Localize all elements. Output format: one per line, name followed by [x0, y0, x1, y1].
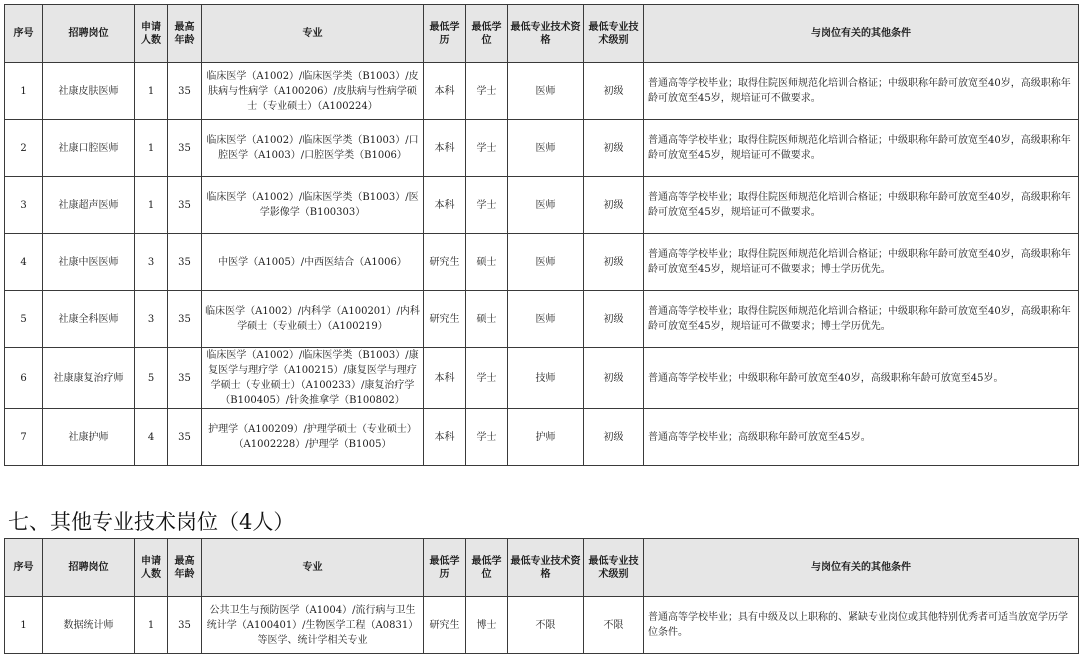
header-level: 最低专业技术级别 — [584, 539, 644, 597]
header-position: 招聘岗位 — [43, 5, 135, 63]
cell-count: 3 — [135, 234, 168, 291]
cell-degree: 学士 — [466, 63, 508, 120]
cell-conditions: 普通高等学校毕业；取得住院医师规范化培训合格证；中级职称年龄可放宽至40岁，高级职称年龄可放宽至45岁，规培证可不做要求。 — [644, 120, 1079, 177]
cell-major: 临床医学（A1002）/内科学（A100201）/内科学硕士（专业硕士）（A100219） — [202, 291, 424, 348]
header-degree: 最低学位 — [466, 5, 508, 63]
cell-major: 临床医学（A1002）/临床医学类（B1003）/医学影像学（B100303） — [202, 177, 424, 234]
cell-position: 社康全科医师 — [43, 291, 135, 348]
cell-position: 社康皮肤医师 — [43, 63, 135, 120]
cell-degree: 学士 — [466, 120, 508, 177]
table-row — [5, 348, 1079, 409]
cell-education: 本科 — [424, 409, 466, 466]
cell-age: 35 — [168, 409, 202, 466]
cell-major: 护理学（A100209）/护理学硕士（专业硕士）（A1002228）/护理学（B1005） — [202, 409, 424, 466]
cell-no: 6 — [5, 348, 43, 409]
cell-conditions: 普通高等学校毕业；取得住院医师规范化培训合格证；中级职称年龄可放宽至40岁，高级职称年龄可放宽至45岁，规培证可不做要求；博士学历优先。 — [644, 234, 1079, 291]
cell-degree: 学士 — [466, 409, 508, 466]
header-major: 专业 — [202, 539, 424, 597]
cell-major: 临床医学（A1002）/临床医学类（B1003）/康复医学与理疗学（A100215）/康复医学与理疗学硕士（专业硕士）（A100233）/康复治疗学（B100405）/针灸推拿学（B100802） — [202, 348, 424, 409]
cell-count: 5 — [135, 348, 168, 409]
cell-major: 中医学（A1005）/中西医结合（A1006） — [202, 234, 424, 291]
header-conditions: 与岗位有关的其他条件 — [644, 539, 1079, 597]
cell-no: 1 — [5, 597, 43, 654]
cell-count: 1 — [135, 63, 168, 120]
cell-conditions: 普通高等学校毕业；具有中级及以上职称的、紧缺专业岗位或其他特别优秀者可适当放宽学历学位条件。 — [644, 597, 1079, 654]
cell-qualification: 医师 — [508, 177, 584, 234]
header-position: 招聘岗位 — [43, 539, 135, 597]
table-row — [5, 291, 1079, 348]
cell-level: 初级 — [584, 63, 644, 120]
cell-education: 本科 — [424, 120, 466, 177]
cell-level: 初级 — [584, 177, 644, 234]
cell-education: 本科 — [424, 177, 466, 234]
cell-qualification: 医师 — [508, 291, 584, 348]
table-row — [5, 120, 1079, 177]
cell-education: 研究生 — [424, 234, 466, 291]
cell-degree: 博士 — [466, 597, 508, 654]
cell-degree: 硕士 — [466, 234, 508, 291]
cell-conditions: 普通高等学校毕业；取得住院医师规范化培训合格证；中级职称年龄可放宽至40岁，高级职称年龄可放宽至45岁，规培证可不做要求；博士学历优先。 — [644, 291, 1079, 348]
recruitment-table — [4, 4, 1079, 466]
cell-count: 1 — [135, 120, 168, 177]
header-count: 申请人数 — [135, 5, 168, 63]
cell-position: 数据统计师 — [43, 597, 135, 654]
cell-major: 临床医学（A1002）/临床医学类（B1003）/皮肤病与性病学（A100206）/皮肤病与性病学硕士（专业硕士）（A100224） — [202, 63, 424, 120]
cell-age: 35 — [168, 234, 202, 291]
section-title: 七、其他专业技术岗位（4人） — [8, 510, 295, 534]
cell-count: 4 — [135, 409, 168, 466]
cell-major: 公共卫生与预防医学（A1004）/流行病与卫生统计学（A100401）/生物医学工程（A0831）等医学、统计学相关专业 — [202, 597, 424, 654]
cell-age: 35 — [168, 63, 202, 120]
cell-position: 社康口腔医师 — [43, 120, 135, 177]
cell-level: 初级 — [584, 409, 644, 466]
cell-no: 5 — [5, 291, 43, 348]
header-major: 专业 — [202, 5, 424, 63]
header-degree: 最低学位 — [466, 539, 508, 597]
cell-position: 社康中医医师 — [43, 234, 135, 291]
cell-qualification: 护师 — [508, 409, 584, 466]
cell-position: 社康康复治疗师 — [43, 348, 135, 409]
cell-major: 临床医学（A1002）/临床医学类（B1003）/口腔医学（A1003）/口腔医学类（B1006） — [202, 120, 424, 177]
cell-level: 初级 — [584, 291, 644, 348]
header-age: 最高年龄 — [168, 539, 202, 597]
cell-no: 7 — [5, 409, 43, 466]
cell-qualification: 医师 — [508, 234, 584, 291]
cell-qualification: 不限 — [508, 597, 584, 654]
cell-conditions: 普通高等学校毕业；取得住院医师规范化培训合格证；中级职称年龄可放宽至40岁，高级职称年龄可放宽至45岁，规培证可不做要求。 — [644, 63, 1079, 120]
cell-qualification: 医师 — [508, 63, 584, 120]
header-conditions: 与岗位有关的其他条件 — [644, 5, 1079, 63]
cell-education: 研究生 — [424, 597, 466, 654]
header-qualification: 最低专业技术资格 — [508, 5, 584, 63]
cell-degree: 学士 — [466, 177, 508, 234]
table-row — [5, 409, 1079, 466]
cell-age: 35 — [168, 291, 202, 348]
table-row — [5, 177, 1079, 234]
header-level: 最低专业技术级别 — [584, 5, 644, 63]
header-education: 最低学历 — [424, 5, 466, 63]
cell-position: 社康护师 — [43, 409, 135, 466]
header-education: 最低学历 — [424, 539, 466, 597]
header-count: 申请人数 — [135, 539, 168, 597]
cell-count: 3 — [135, 291, 168, 348]
cell-age: 35 — [168, 177, 202, 234]
cell-age: 35 — [168, 120, 202, 177]
cell-qualification: 医师 — [508, 120, 584, 177]
other-positions-table — [4, 538, 1079, 654]
header-no: 序号 — [5, 5, 43, 63]
cell-qualification: 技师 — [508, 348, 584, 409]
cell-conditions: 普通高等学校毕业；中级职称年龄可放宽至40岁，高级职称年龄可放宽至45岁。 — [644, 348, 1079, 409]
cell-no: 2 — [5, 120, 43, 177]
table-header-row — [5, 5, 1079, 63]
header-no: 序号 — [5, 539, 43, 597]
table-header-row — [5, 539, 1079, 597]
cell-education: 研究生 — [424, 291, 466, 348]
cell-education: 本科 — [424, 348, 466, 409]
cell-degree: 硕士 — [466, 291, 508, 348]
cell-no: 1 — [5, 63, 43, 120]
table-row — [5, 63, 1079, 120]
table-row — [5, 597, 1079, 654]
cell-education: 本科 — [424, 63, 466, 120]
cell-position: 社康超声医师 — [43, 177, 135, 234]
cell-level: 初级 — [584, 234, 644, 291]
cell-age: 35 — [168, 348, 202, 409]
cell-level: 不限 — [584, 597, 644, 654]
cell-degree: 学士 — [466, 348, 508, 409]
table-row — [5, 234, 1079, 291]
header-qualification: 最低专业技术资格 — [508, 539, 584, 597]
cell-conditions: 普通高等学校毕业；高级职称年龄可放宽至45岁。 — [644, 409, 1079, 466]
cell-count: 1 — [135, 597, 168, 654]
cell-level: 初级 — [584, 348, 644, 409]
header-age: 最高年龄 — [168, 5, 202, 63]
cell-age: 35 — [168, 597, 202, 654]
cell-conditions: 普通高等学校毕业；取得住院医师规范化培训合格证；中级职称年龄可放宽至40岁，高级职称年龄可放宽至45岁，规培证可不做要求。 — [644, 177, 1079, 234]
cell-no: 3 — [5, 177, 43, 234]
cell-no: 4 — [5, 234, 43, 291]
cell-count: 1 — [135, 177, 168, 234]
cell-level: 初级 — [584, 120, 644, 177]
